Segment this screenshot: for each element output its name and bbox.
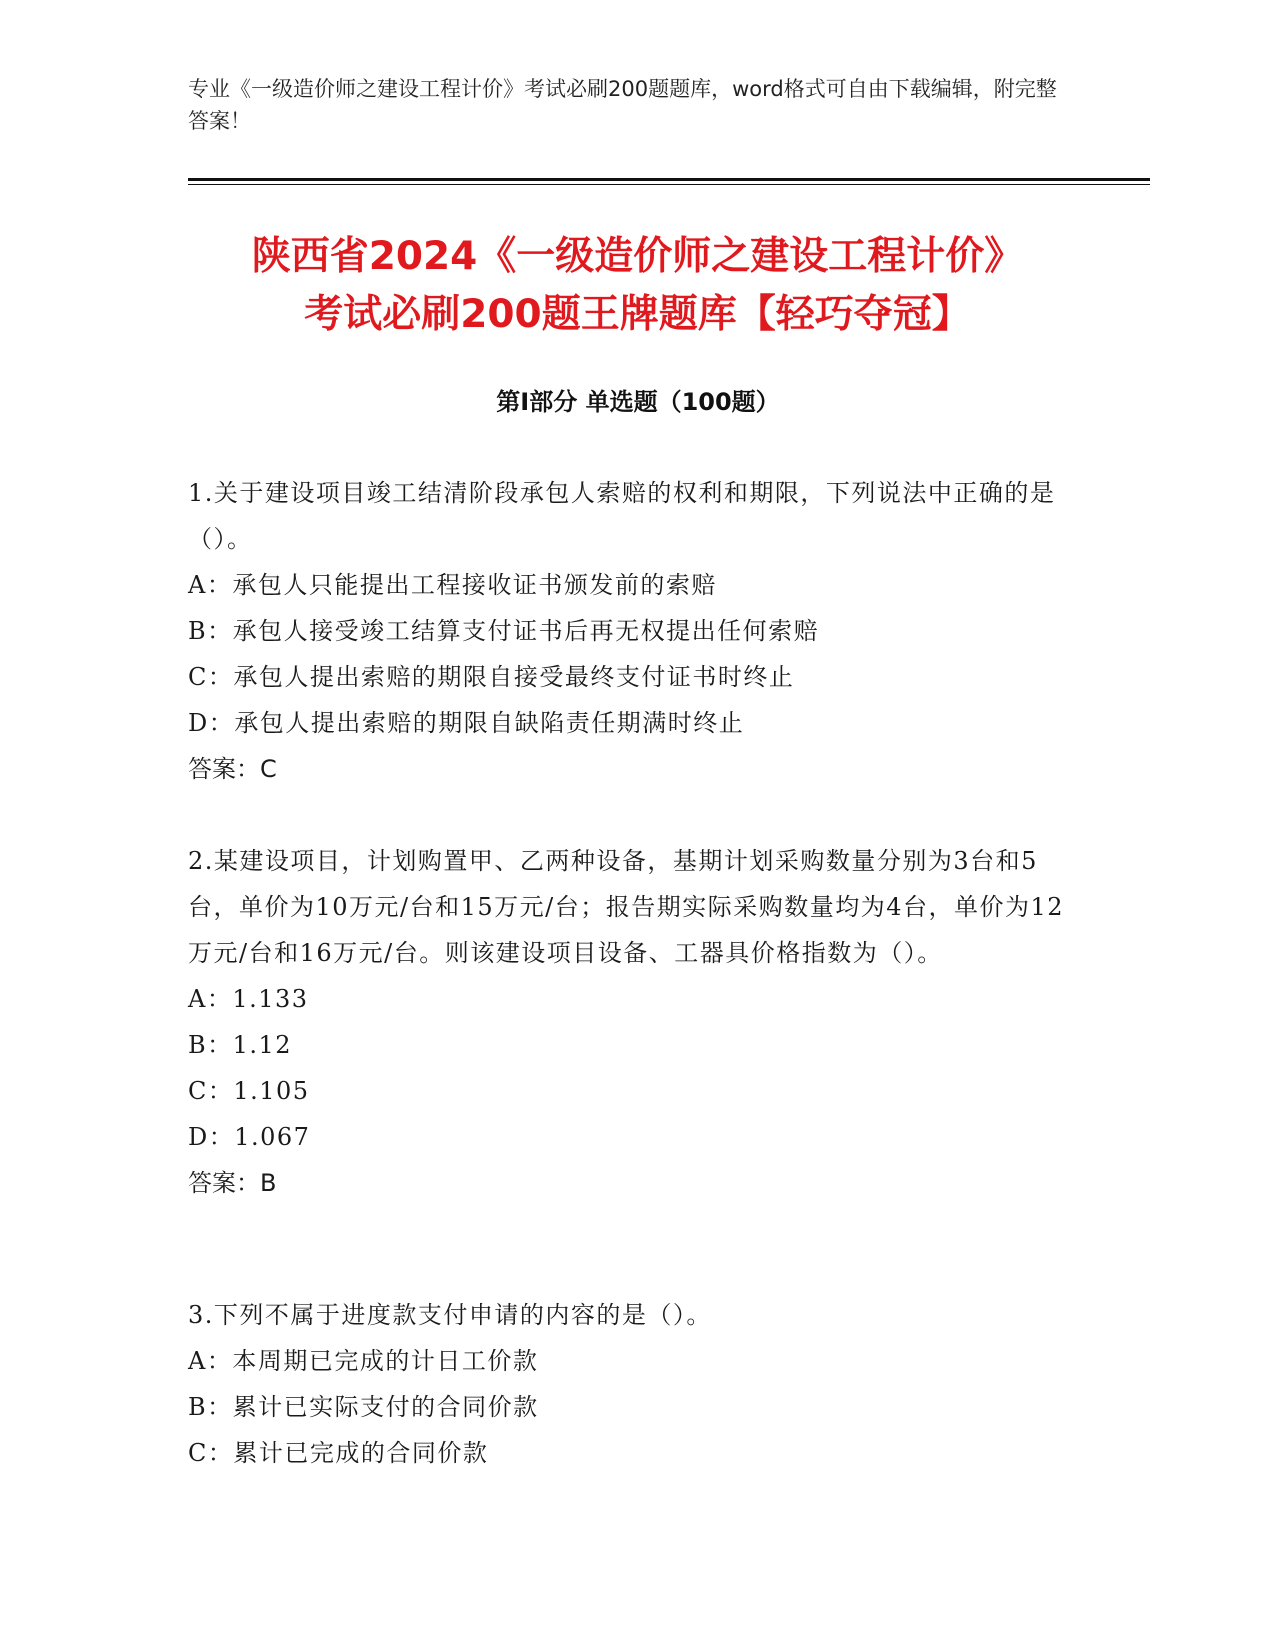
option-c: C：1.105 <box>188 1077 310 1105</box>
document-title <box>140 228 1135 344</box>
question-stem: 2.某建设项目，计划购置甲、乙两种设备，基期计划采购数量分别为3台和5台，单价为10万元/台和15万元/台；报告期实际采购数量均为4台，单价为12万元/台和16万元/台。则该建设项目设备、工器具价格指数为（）。 <box>188 847 1065 967</box>
question-1 <box>188 470 1088 792</box>
section-title: 第I部分 单选题（100题） <box>496 388 780 416</box>
option-b: B：累计已实际支付的合同价款 <box>188 1393 539 1421</box>
option-b: B：1.12 <box>188 1031 293 1059</box>
option-a: A：承包人只能提出工程接收证书颁发前的索赔 <box>188 571 717 599</box>
header-note: 专业《一级造价师之建设工程计价》考试必刷200题题库，word格式可自由下载编辑，附完整答案！ <box>188 77 1057 133</box>
question-3 <box>188 1292 1088 1476</box>
answer: 答案：C <box>188 755 277 783</box>
option-c: C：累计已完成的合同价款 <box>188 1439 489 1467</box>
title-line-2: 考试必刷200题王牌题库【轻巧夺冠】 <box>304 292 971 337</box>
header-rule-thick <box>188 178 1150 181</box>
answer: 答案：B <box>188 1169 277 1197</box>
option-d: D：1.067 <box>188 1123 311 1151</box>
question-stem: 1.关于建设项目竣工结清阶段承包人索赔的权利和期限，下列说法中正确的是（）。 <box>188 479 1056 553</box>
question-2 <box>188 838 1088 1206</box>
option-a: A：1.133 <box>188 985 309 1013</box>
option-b: B：承包人接受竣工结算支付证书后再无权提出任何索赔 <box>188 617 820 645</box>
option-c: C：承包人提出索赔的期限自接受最终支付证书时终止 <box>188 663 795 691</box>
title-line-1: 陕西省2024《一级造价师之建设工程计价》 <box>251 234 1024 279</box>
header-rule-thin <box>188 184 1150 185</box>
option-d: D：承包人提出索赔的期限自缺陷责任期满时终止 <box>188 709 745 737</box>
option-a: A：本周期已完成的计日工价款 <box>188 1347 539 1375</box>
question-stem: 3.下列不属于进度款支付申请的内容的是（）。 <box>188 1301 712 1329</box>
